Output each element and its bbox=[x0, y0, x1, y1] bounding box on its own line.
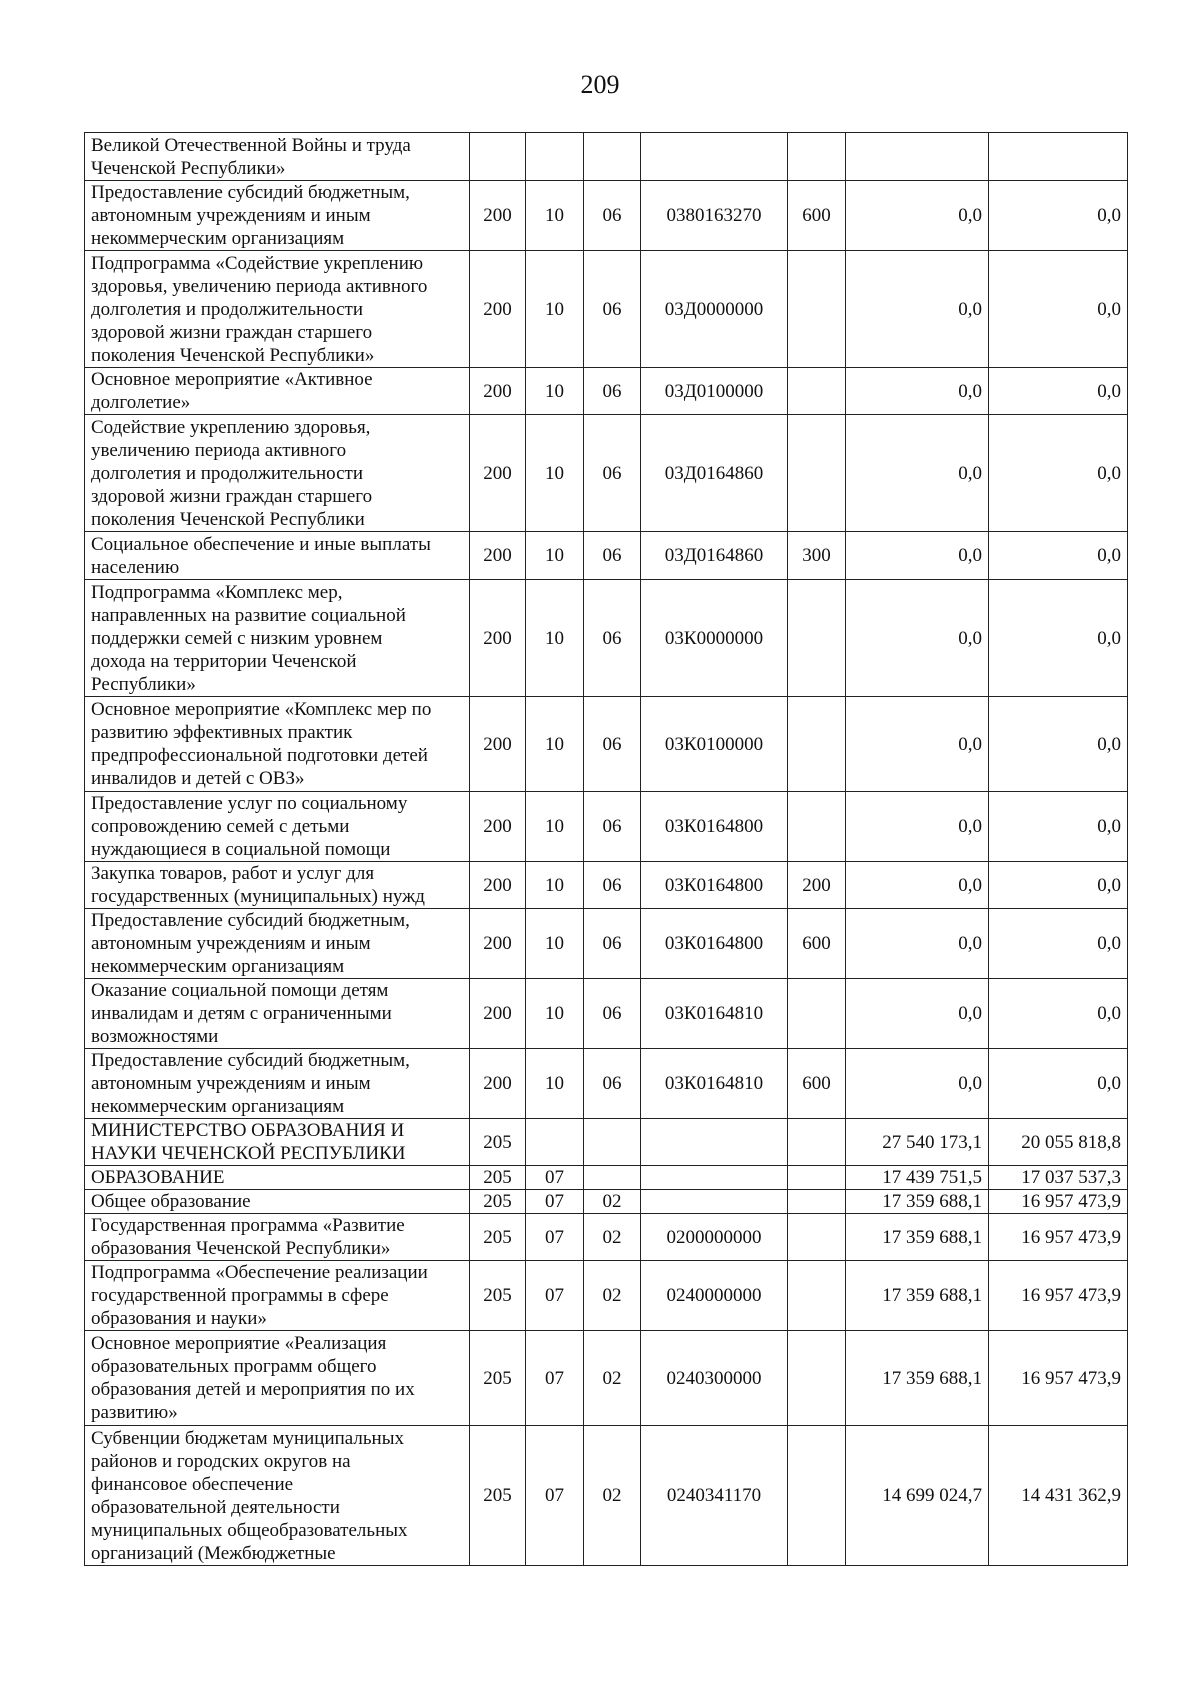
row-name-line: Государственная программа «Развитие bbox=[91, 1215, 405, 1236]
amount-2: 0,0 bbox=[989, 979, 1128, 1049]
table-row bbox=[85, 415, 1128, 532]
row-name-line: Субвенции бюджетам муниципальных bbox=[91, 1427, 404, 1449]
target-article-code: 03К0164800 bbox=[641, 792, 788, 862]
subsection-code: 06 bbox=[584, 909, 641, 979]
amount-1: 0,0 bbox=[846, 979, 989, 1049]
target-article-code: 03К0000000 bbox=[641, 580, 788, 697]
ministry-code: 200 bbox=[470, 1049, 526, 1119]
table-row bbox=[85, 862, 1128, 909]
section-code: 10 bbox=[526, 415, 584, 532]
subsection-code: 06 bbox=[584, 580, 641, 697]
row-name-line: увеличению периода активного bbox=[91, 439, 347, 461]
section-code: 07 bbox=[526, 1190, 584, 1214]
table-row bbox=[85, 1331, 1128, 1426]
amount-1 bbox=[846, 133, 989, 181]
expense-type-code: 300 bbox=[788, 532, 846, 580]
amount-1: 0,0 bbox=[846, 368, 989, 415]
subsection-code: 06 bbox=[584, 862, 641, 909]
amount-1: 17 359 688,1 bbox=[846, 1331, 989, 1426]
row-name-line: автономным учреждениям и иным bbox=[91, 205, 371, 226]
amount-2: 0,0 bbox=[989, 909, 1128, 979]
expense-type-code bbox=[788, 1426, 846, 1566]
subsection-code bbox=[584, 133, 641, 181]
table-row bbox=[85, 1190, 1128, 1214]
row-name-line: здоровья, увеличению периода активного bbox=[91, 275, 428, 297]
expense-type-code: 600 bbox=[788, 1049, 846, 1119]
target-article-code: 03К0100000 bbox=[641, 697, 788, 792]
amount-2: 0,0 bbox=[989, 697, 1128, 792]
row-name-line: образовательных программ общего bbox=[91, 1356, 377, 1377]
amount-1: 17 359 688,1 bbox=[846, 1214, 989, 1261]
row-name-line: развитию» bbox=[91, 1402, 178, 1423]
row-name bbox=[85, 697, 470, 792]
section-code: 07 bbox=[526, 1166, 584, 1190]
row-name-line: Подпрограмма «Обеспечение реализации bbox=[91, 1262, 428, 1283]
target-article-code bbox=[641, 1119, 788, 1166]
expense-type-code bbox=[788, 580, 846, 697]
target-article-code: 0380163270 bbox=[641, 181, 788, 251]
target-article-code: 0200000000 bbox=[641, 1214, 788, 1261]
subsection-code: 02 bbox=[584, 1190, 641, 1214]
table-row bbox=[85, 1426, 1128, 1566]
amount-2: 0,0 bbox=[989, 415, 1128, 532]
amount-1: 27 540 173,1 bbox=[846, 1119, 989, 1166]
section-code: 10 bbox=[526, 909, 584, 979]
table-row bbox=[85, 532, 1128, 580]
row-name bbox=[85, 415, 470, 532]
table-body bbox=[85, 133, 1128, 1566]
expense-type-code: 600 bbox=[788, 181, 846, 251]
ministry-code: 205 bbox=[470, 1331, 526, 1426]
row-name bbox=[85, 1190, 470, 1214]
amount-2: 0,0 bbox=[989, 368, 1128, 415]
row-name bbox=[85, 862, 470, 909]
amount-1: 17 359 688,1 bbox=[846, 1190, 989, 1214]
amount-2: 16 957 473,9 bbox=[989, 1331, 1128, 1426]
section-code: 07 bbox=[526, 1426, 584, 1566]
target-article-code: 03Д0164860 bbox=[641, 532, 788, 580]
amount-1: 0,0 bbox=[846, 909, 989, 979]
row-name bbox=[85, 251, 470, 368]
table-row bbox=[85, 792, 1128, 862]
row-name-line: Оказание социальной помощи детям bbox=[91, 980, 389, 1001]
subsection-code: 02 bbox=[584, 1261, 641, 1331]
row-name-line: организаций (Межбюджетные bbox=[91, 1542, 336, 1564]
target-article-code: 03Д0000000 bbox=[641, 251, 788, 368]
subsection-code: 06 bbox=[584, 368, 641, 415]
amount-1: 14 699 024,7 bbox=[846, 1426, 989, 1566]
subsection-code: 02 bbox=[584, 1426, 641, 1566]
section-code: 10 bbox=[526, 532, 584, 580]
row-name-line: Закупка товаров, работ и услуг для bbox=[91, 863, 375, 884]
row-name bbox=[85, 580, 470, 697]
table-row bbox=[85, 1049, 1128, 1119]
amount-1: 0,0 bbox=[846, 181, 989, 251]
amount-2: 0,0 bbox=[989, 792, 1128, 862]
subsection-code: 06 bbox=[584, 181, 641, 251]
row-name-line: государственных (муниципальных) нужд bbox=[91, 886, 425, 907]
subsection-code: 06 bbox=[584, 1049, 641, 1119]
target-article-code: 03Д0100000 bbox=[641, 368, 788, 415]
section-code: 10 bbox=[526, 580, 584, 697]
row-name-line: долголетия и продолжительности bbox=[91, 298, 364, 320]
row-name-line: развитию эффективных практик bbox=[91, 722, 353, 743]
row-name-line: образования Чеченской Республики» bbox=[91, 1238, 391, 1259]
ministry-code: 205 bbox=[470, 1426, 526, 1566]
budget-table bbox=[84, 132, 1128, 1566]
target-article-code bbox=[641, 1166, 788, 1190]
subsection-code: 06 bbox=[584, 792, 641, 862]
subsection-code: 06 bbox=[584, 697, 641, 792]
row-name-line: НАУКИ ЧЕЧЕНСКОЙ РЕСПУБЛИКИ bbox=[91, 1143, 406, 1164]
amount-2: 16 957 473,9 bbox=[989, 1261, 1128, 1331]
ministry-code: 200 bbox=[470, 909, 526, 979]
row-name-line: образовательной деятельности bbox=[91, 1496, 340, 1518]
section-code: 10 bbox=[526, 368, 584, 415]
row-name-line: финансовое обеспечение bbox=[91, 1473, 294, 1495]
row-name-line: образования и науки» bbox=[91, 1308, 267, 1329]
expense-type-code bbox=[788, 251, 846, 368]
amount-2 bbox=[989, 133, 1128, 181]
subsection-code: 02 bbox=[584, 1331, 641, 1426]
amount-1: 17 439 751,5 bbox=[846, 1166, 989, 1190]
expense-type-code bbox=[788, 792, 846, 862]
target-article-code: 03К0164800 bbox=[641, 862, 788, 909]
row-name-line: Предоставление субсидий бюджетным, bbox=[91, 182, 410, 203]
amount-1: 0,0 bbox=[846, 532, 989, 580]
row-name-line: Чеченской Республики» bbox=[91, 157, 286, 179]
section-code: 07 bbox=[526, 1331, 584, 1426]
row-name-line: государственной программы в сфере bbox=[91, 1285, 389, 1306]
subsection-code: 06 bbox=[584, 251, 641, 368]
section-code: 07 bbox=[526, 1214, 584, 1261]
amount-1: 0,0 bbox=[846, 251, 989, 368]
row-name-line: долголетия и продолжительности bbox=[91, 462, 364, 484]
section-code: 10 bbox=[526, 251, 584, 368]
table-row bbox=[85, 181, 1128, 251]
subsection-code bbox=[584, 1166, 641, 1190]
target-article-code: 0240000000 bbox=[641, 1261, 788, 1331]
section-code: 10 bbox=[526, 792, 584, 862]
row-name bbox=[85, 1331, 470, 1426]
table-row bbox=[85, 133, 1128, 181]
row-name-line: поколения Чеченской Республики» bbox=[91, 344, 375, 366]
row-name bbox=[85, 368, 470, 415]
ministry-code: 200 bbox=[470, 415, 526, 532]
amount-2: 20 055 818,8 bbox=[989, 1119, 1128, 1166]
section-code: 10 bbox=[526, 979, 584, 1049]
row-name-line: нуждающиеся в социальной помощи bbox=[91, 839, 391, 860]
section-code: 07 bbox=[526, 1261, 584, 1331]
row-name-line: Социальное обеспечение и иные выплаты bbox=[91, 533, 431, 555]
row-name-line: Содействие укреплению здоровья, bbox=[91, 416, 371, 438]
target-article-code: 03Д0164860 bbox=[641, 415, 788, 532]
amount-2: 14 431 362,9 bbox=[989, 1426, 1128, 1566]
row-name-line: Подпрограмма «Содействие укреплению bbox=[91, 252, 424, 274]
expense-type-code bbox=[788, 1214, 846, 1261]
row-name-line: долголетие» bbox=[91, 392, 191, 413]
row-name-line: Предоставление субсидий бюджетным, bbox=[91, 1050, 410, 1071]
row-name bbox=[85, 792, 470, 862]
section-code bbox=[526, 1119, 584, 1166]
expense-type-code: 600 bbox=[788, 909, 846, 979]
ministry-code: 205 bbox=[470, 1166, 526, 1190]
amount-1: 17 359 688,1 bbox=[846, 1261, 989, 1331]
row-name-line: возможностями bbox=[91, 1026, 219, 1047]
section-code: 10 bbox=[526, 862, 584, 909]
section-code: 10 bbox=[526, 697, 584, 792]
row-name bbox=[85, 532, 470, 580]
row-name-line: муниципальных общеобразовательных bbox=[91, 1519, 408, 1541]
amount-2: 0,0 bbox=[989, 181, 1128, 251]
row-name-line: районов и городских округов на bbox=[91, 1450, 351, 1472]
subsection-code: 02 bbox=[584, 1214, 641, 1261]
target-article-code: 0240300000 bbox=[641, 1331, 788, 1426]
expense-type-code bbox=[788, 1261, 846, 1331]
amount-1: 0,0 bbox=[846, 697, 989, 792]
row-name-line: поддержки семей с низким уровнем bbox=[91, 627, 383, 649]
row-name-line: инвалидам и детям с ограниченными bbox=[91, 1003, 392, 1024]
subsection-code: 06 bbox=[584, 979, 641, 1049]
amount-1: 0,0 bbox=[846, 862, 989, 909]
expense-type-code bbox=[788, 979, 846, 1049]
row-name-line: Основное мероприятие «Активное bbox=[91, 369, 373, 390]
row-name-line: дохода на территории Чеченской bbox=[91, 650, 357, 672]
table-row bbox=[85, 979, 1128, 1049]
amount-2: 0,0 bbox=[989, 532, 1128, 580]
ministry-code: 200 bbox=[470, 792, 526, 862]
amount-1: 0,0 bbox=[846, 415, 989, 532]
amount-1: 0,0 bbox=[846, 580, 989, 697]
table-row bbox=[85, 697, 1128, 792]
row-name bbox=[85, 1214, 470, 1261]
row-name bbox=[85, 1049, 470, 1119]
expense-type-code bbox=[788, 1166, 846, 1190]
amount-1: 0,0 bbox=[846, 792, 989, 862]
row-name-line: некоммерческим организациям bbox=[91, 228, 345, 249]
expense-type-code bbox=[788, 1331, 846, 1426]
row-name bbox=[85, 1119, 470, 1166]
table-row bbox=[85, 1166, 1128, 1190]
row-name bbox=[85, 909, 470, 979]
subsection-code: 06 bbox=[584, 415, 641, 532]
row-name-line: Республики» bbox=[91, 673, 196, 695]
amount-2: 0,0 bbox=[989, 1049, 1128, 1119]
ministry-code: 205 bbox=[470, 1261, 526, 1331]
page-number: 209 bbox=[580, 70, 620, 99]
expense-type-code bbox=[788, 368, 846, 415]
ministry-code: 205 bbox=[470, 1119, 526, 1166]
subsection-code: 06 bbox=[584, 532, 641, 580]
amount-2: 16 957 473,9 bbox=[989, 1214, 1128, 1261]
row-name-line: сопровождению семей с детьми bbox=[91, 816, 350, 837]
section-code: 10 bbox=[526, 1049, 584, 1119]
ministry-code: 200 bbox=[470, 697, 526, 792]
expense-type-code bbox=[788, 697, 846, 792]
ministry-code: 200 bbox=[470, 532, 526, 580]
ministry-code: 200 bbox=[470, 251, 526, 368]
row-name-line: населению bbox=[91, 556, 180, 578]
ministry-code: 205 bbox=[470, 1214, 526, 1261]
table-row bbox=[85, 1214, 1128, 1261]
row-name-line: МИНИСТЕРСТВО ОБРАЗОВАНИЯ И bbox=[91, 1120, 405, 1141]
row-name-line: образования детей и мероприятия по их bbox=[91, 1379, 415, 1400]
row-name-line: автономным учреждениям и иным bbox=[91, 1073, 371, 1094]
target-article-code: 03К0164810 bbox=[641, 979, 788, 1049]
row-name-line: Основное мероприятие «Реализация bbox=[91, 1333, 387, 1354]
subsection-code bbox=[584, 1119, 641, 1166]
section-code bbox=[526, 133, 584, 181]
table-row bbox=[85, 1261, 1128, 1331]
expense-type-code bbox=[788, 1190, 846, 1214]
row-name-line: Предоставление субсидий бюджетным, bbox=[91, 910, 410, 931]
row-name bbox=[85, 1166, 470, 1190]
target-article-code bbox=[641, 1190, 788, 1214]
row-name-line: предпрофессиональной подготовки детей bbox=[91, 745, 428, 766]
ministry-code: 200 bbox=[470, 979, 526, 1049]
row-name bbox=[85, 979, 470, 1049]
ministry-code bbox=[470, 133, 526, 181]
target-article-code: 03К0164810 bbox=[641, 1049, 788, 1119]
expense-type-code bbox=[788, 133, 846, 181]
row-name-line: направленных на развитие социальной bbox=[91, 604, 406, 626]
section-code: 10 bbox=[526, 181, 584, 251]
row-name-line: автономным учреждениям и иным bbox=[91, 933, 371, 954]
amount-1: 0,0 bbox=[846, 1049, 989, 1119]
row-name bbox=[85, 133, 470, 181]
row-name-line: здоровой жизни граждан старшего bbox=[91, 321, 373, 343]
row-name bbox=[85, 181, 470, 251]
row-name-line: Подпрограмма «Комплекс мер, bbox=[91, 581, 343, 603]
table-row bbox=[85, 368, 1128, 415]
ministry-code: 200 bbox=[470, 862, 526, 909]
row-name-line: поколения Чеченской Республики bbox=[91, 508, 365, 530]
row-name-line: Основное мероприятие «Комплекс мер по bbox=[91, 699, 432, 720]
ministry-code: 205 bbox=[470, 1190, 526, 1214]
amount-2: 16 957 473,9 bbox=[989, 1190, 1128, 1214]
table-row bbox=[85, 909, 1128, 979]
table-row bbox=[85, 251, 1128, 368]
row-name-line: ОБРАЗОВАНИЕ bbox=[91, 1167, 225, 1188]
amount-2: 0,0 bbox=[989, 251, 1128, 368]
ministry-code: 200 bbox=[470, 580, 526, 697]
expense-type-code bbox=[788, 415, 846, 532]
row-name-line: инвалидов и детей с ОВЗ» bbox=[91, 768, 305, 789]
target-article-code bbox=[641, 133, 788, 181]
target-article-code: 0240341170 bbox=[641, 1426, 788, 1566]
row-name-line: некоммерческим организациям bbox=[91, 1096, 345, 1117]
expense-type-code: 200 bbox=[788, 862, 846, 909]
row-name bbox=[85, 1261, 470, 1331]
target-article-code: 03К0164800 bbox=[641, 909, 788, 979]
row-name-line: здоровой жизни граждан старшего bbox=[91, 485, 373, 507]
ministry-code: 200 bbox=[470, 181, 526, 251]
row-name-line: Великой Отечественной Войны и труда bbox=[91, 134, 411, 156]
amount-2: 0,0 bbox=[989, 580, 1128, 697]
amount-2: 17 037 537,3 bbox=[989, 1166, 1128, 1190]
expense-type-code bbox=[788, 1119, 846, 1166]
row-name-line: некоммерческим организациям bbox=[91, 956, 345, 977]
table-row bbox=[85, 1119, 1128, 1166]
row-name bbox=[85, 1426, 470, 1566]
row-name-line: Общее образование bbox=[91, 1191, 251, 1212]
ministry-code: 200 bbox=[470, 368, 526, 415]
amount-2: 0,0 bbox=[989, 862, 1128, 909]
table-row bbox=[85, 580, 1128, 697]
row-name-line: Предоставление услуг по социальному bbox=[91, 793, 408, 814]
